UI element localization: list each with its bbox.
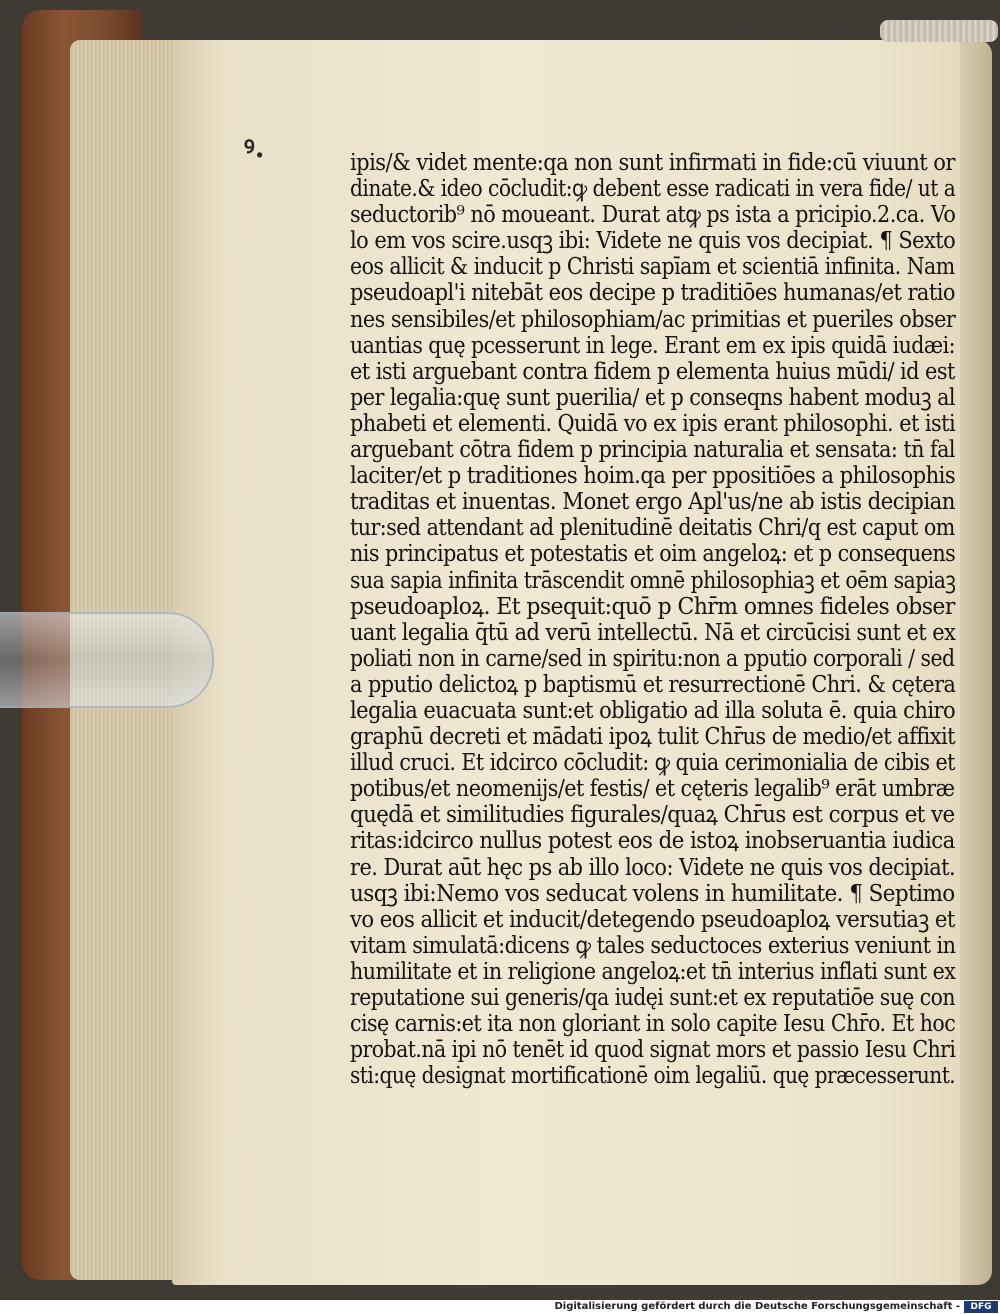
funding-credit: Digitalisierung gefördert durch die Deutsche Forschungsgemeinschaft - xyxy=(554,1301,960,1312)
text-line: usqꝫ ibi:Nemo vos seducat volens in humilitate. ¶ Septimo xyxy=(350,880,955,907)
text-line: pseudoaploꝝ. Et psequit:quō p Chr̄m omnes fideles obser xyxy=(350,593,955,620)
text-line: per legalia:quę sunt puerilia/ et p conseqns habent moduꝫ al xyxy=(350,384,955,411)
text-line: pseudoapl'i nitebāt eos decipe p traditiōes humanas/et ratio xyxy=(350,280,955,307)
text-line: probat.nā ipi nō tenēt id quod signat mors et passio Iesu Chri xyxy=(350,1037,956,1064)
text-line: uantias quę pcesserunt in lege. Erant em ex ipis quidā iudæi: xyxy=(350,332,955,359)
page-text-block xyxy=(350,150,960,1089)
text-line: traditas et inuentas. Monet ergo Apl'us/ne ab istis decipian xyxy=(350,489,955,516)
text-line: ritas:idcirco nullus potest eos de istoꝝ inobseruantia iudica xyxy=(350,828,955,855)
text-line: potibus/et neomenijs/et festis/ et cęteris legalib⁹ erāt umbræ xyxy=(350,776,955,803)
text-line: sua sapia infinita trāscendit omnē philosophiaꝫ et oēm sapiaꝫ xyxy=(350,567,956,594)
text-line: dinate.& ideo cōcludit:ꝙ debent esse radicati in vera fide/ ut a xyxy=(350,176,956,203)
text-line: eos allicit & inducit p Christi sapīam et scientiā infinita. Nam xyxy=(350,254,955,281)
text-line: illud cruci. Et idcirco cōcludit: ꝙ quia cerimonialia de cibis et xyxy=(350,750,955,777)
text-line: ipis/& videt mente:qa non sunt infirmati in fide:cū viuunt or xyxy=(350,150,955,176)
text-line: laciter/et p traditiones hoim.qa per ppositiōes a philosophis xyxy=(350,463,956,490)
text-line: tur:sed attendant ad plenitudinē deitatis Chri/q est caput om xyxy=(350,515,955,542)
bookmark-thread xyxy=(880,20,998,42)
text-line: nes sensibiles/et philosophiam/ac primitias et pueriles obser xyxy=(350,306,956,333)
page-weight xyxy=(0,612,214,708)
dfg-logo: DFG xyxy=(964,1301,998,1313)
marginal-mark: ꝰ. xyxy=(244,131,265,164)
text-line: cisę carnis:et ita non gloriant in solo capite Iesu Chr̄o. Et hoc xyxy=(350,1011,956,1038)
text-line: seductorib⁹ nō moueant. Durat atꝙ ps ista a pricipio.2.ca. Vo xyxy=(350,202,956,229)
text-line: sti:quę designat mortificationē oim legaliū. quę præcesserunt. xyxy=(350,1063,956,1090)
text-line: humilitate et in religione angeloꝝ:et tn̄ interius inflati sunt ex xyxy=(350,958,956,985)
text-line: legalia euacuata sunt:et obligatio ad illa soluta ē. quia chiro xyxy=(350,697,956,724)
text-line: phabeti et elementi. Quidā vo ex ipis erant philosophi. et isti xyxy=(350,410,956,437)
text-line: vitam simulatā:dicens ꝙ tales seductoces exterius veniunt in xyxy=(350,932,956,959)
text-line: re. Durat aūt hęc ps ab illo loco: Videte ne quis vos decipiat. xyxy=(350,854,956,881)
text-line: a pputio delictoꝝ p baptismū et resurrectionē Chri. & cętera xyxy=(350,671,956,698)
text-line: graphū decreti et mādati ipoꝝ tulit Chr̄us de medio/et affixit xyxy=(350,724,956,751)
text-line: vo eos allicit et inducit/detegendo pseudoaploꝝ versutiaꝫ et xyxy=(350,906,955,933)
page-right-edge xyxy=(960,40,992,1285)
text-line: nis principatus et potestatis et oim angeloꝝ: et p consequens xyxy=(350,541,956,568)
text-line: lo em vos scire.usqꝫ ibi: Videte ne quis vos decipiat. ¶ Sexto xyxy=(350,228,956,255)
text-line: arguebant cōtra fidem p principia naturalia et sensata: tn̄ fal xyxy=(350,437,955,464)
footer-bar xyxy=(0,1300,1000,1314)
text-line: uant legalia q̄tū ad verū intellectū. Nā et circūcisi sunt et ex xyxy=(350,619,956,646)
text-line: et isti arguebant contra fidem p elementa huius mūdi/ id est xyxy=(350,358,955,385)
text-line: reputatione sui generis/qa iudęi sunt:et ex reputatiōe suę con xyxy=(350,985,955,1011)
text-line: quędā et similitudies figurales/quaꝝ Chr̄us est corpus et ve xyxy=(350,802,955,829)
text-line: poliati non in carne/sed in spiritu:non a pputio corporali / sed xyxy=(350,645,955,672)
